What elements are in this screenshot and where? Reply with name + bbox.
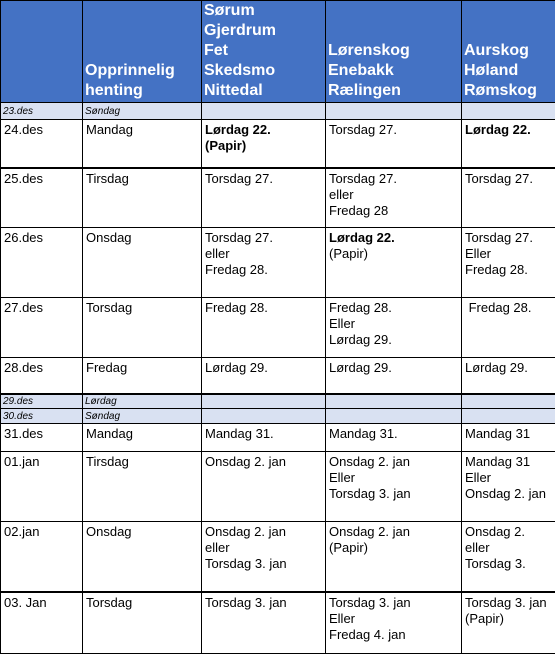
schedule-line: Torsdag 3. jan	[329, 594, 411, 610]
date-cell: 02.jan	[1, 522, 83, 592]
schedule-cell	[202, 394, 326, 409]
header-text: Aurskog	[464, 42, 529, 59]
table-row	[1, 120, 555, 168]
weekday-cell: Søndag	[83, 409, 202, 424]
schedule-cell	[462, 103, 555, 120]
schedule-cell	[462, 592, 555, 654]
weekday-cell: Lørdag	[83, 394, 202, 409]
date-cell: 27.des	[1, 298, 83, 358]
schedule-line: Lørdag 22.	[205, 122, 271, 137]
schedule-cell	[202, 592, 326, 654]
schedule-line: Fredag 28.	[205, 300, 268, 315]
schedule-line: Lørdag 29.	[329, 360, 392, 375]
header-sorum-group	[202, 1, 326, 103]
schedule-line: eller	[205, 246, 230, 261]
table-row	[1, 358, 555, 394]
date-cell: 28.des	[1, 358, 83, 394]
schedule-cell	[326, 228, 462, 298]
schedule-cell	[202, 120, 326, 168]
table-row	[1, 228, 555, 298]
schedule-cell	[202, 358, 326, 394]
schedule-cell	[202, 424, 326, 452]
weekday-cell: Onsdag	[83, 228, 202, 298]
schedule-cell	[462, 168, 555, 228]
schedule-line: Fredag 28.	[205, 262, 268, 277]
header-text: henting	[85, 82, 143, 99]
header-aurskog-group	[462, 1, 555, 103]
date-cell: 25.des	[1, 168, 83, 228]
schedule-cell	[462, 394, 555, 409]
schedule-cell	[462, 358, 555, 394]
schedule-line: Torsdag 3. jan	[205, 556, 287, 571]
schedule-line: Eller	[465, 470, 492, 485]
header-date	[1, 1, 83, 103]
schedule-line: Fredag 28.	[465, 262, 528, 277]
schedule-line: Onsdag 2. jan	[205, 454, 286, 469]
table-row	[1, 452, 555, 522]
weekday-cell: Tirsdag	[83, 452, 202, 522]
schedule-line: Torsdag 3.	[465, 556, 526, 571]
header-text: Nittedal	[204, 82, 263, 99]
header-text: Gjerdrum	[204, 22, 277, 39]
schedule-cell	[202, 522, 326, 592]
header-text: Opprinnelig	[85, 62, 175, 79]
schedule-cell	[202, 409, 326, 424]
schedule-line: Torsdag 27.	[329, 170, 397, 186]
table-row	[1, 298, 555, 358]
date-cell: 31.des	[1, 424, 83, 452]
weekday-cell: Mandag	[83, 424, 202, 452]
table-row	[1, 103, 555, 120]
date-cell: 26.des	[1, 228, 83, 298]
schedule-cell	[462, 120, 555, 168]
schedule-cell	[326, 120, 462, 168]
header-text: Lørenskog	[328, 42, 410, 59]
schedule-line: Lørdag 22.	[465, 122, 531, 137]
schedule-line: Eller	[329, 316, 356, 331]
schedule-cell	[326, 103, 462, 120]
schedule-line: Fredag 28.	[329, 300, 392, 315]
schedule-cell	[326, 522, 462, 592]
schedule-cell	[326, 452, 462, 522]
schedule-line: Onsdag 2. jan	[205, 524, 286, 539]
weekday-cell: Torsdag	[83, 592, 202, 654]
weekday-cell: Torsdag	[83, 298, 202, 358]
schedule-cell	[326, 592, 462, 654]
date-cell: 30.des	[1, 409, 83, 424]
schedule-line: Fredag 28	[329, 202, 389, 218]
schedule-cell	[326, 358, 462, 394]
table-row	[1, 424, 555, 452]
schedule-line: Torsdag 3. jan	[329, 486, 411, 501]
schedule-line: Mandag 31	[465, 454, 531, 469]
date-cell: 29.des	[1, 394, 83, 409]
schedule-cell	[462, 409, 555, 424]
date-cell: 24.des	[1, 120, 83, 168]
schedule-line: Torsdag 27.	[205, 170, 273, 186]
schedule-line: Eller	[329, 470, 356, 485]
schedule-line: Eller	[329, 610, 356, 626]
schedule-line: eller	[205, 540, 230, 555]
weekday-cell: Søndag	[83, 103, 202, 120]
date-cell: 01.jan	[1, 452, 83, 522]
schedule-cell	[462, 298, 555, 358]
schedule-cell	[202, 452, 326, 522]
schedule-line: Torsdag 27.	[465, 230, 533, 245]
weekday-cell: Tirsdag	[83, 168, 202, 228]
schedule-line: Mandag 31.	[329, 426, 398, 441]
table-row	[1, 592, 555, 654]
schedule-line: Onsdag 2. jan	[329, 454, 410, 469]
schedule-line: eller	[465, 540, 490, 555]
schedule-line: Lørdag 29.	[465, 360, 528, 375]
schedule-cell	[326, 394, 462, 409]
schedule-cell	[202, 168, 326, 228]
header-text: Rømskog	[464, 82, 537, 99]
date-cell: 23.des	[1, 103, 83, 120]
schedule-line: Torsdag 3. jan	[205, 594, 287, 610]
header-lorenskog-group	[326, 1, 462, 103]
header-row	[1, 1, 555, 103]
schedule-cell	[202, 298, 326, 358]
schedule-line: (Papir)	[465, 610, 505, 626]
table-row	[1, 394, 555, 409]
schedule-cell	[462, 522, 555, 592]
schedule-line: (Papir)	[205, 138, 247, 153]
schedule-line: Fredag 4. jan	[329, 626, 406, 642]
header-text: Skedsmo	[204, 62, 276, 79]
schedule-cell	[462, 424, 555, 452]
table-row	[1, 409, 555, 424]
schedule-line: Onsdag 2.	[465, 524, 525, 539]
header-text: Rælingen	[328, 82, 401, 99]
weekday-cell: Fredag	[83, 358, 202, 394]
weekday-cell: Mandag	[83, 120, 202, 168]
schedule-cell	[202, 228, 326, 298]
schedule-cell	[326, 409, 462, 424]
schedule-cell	[326, 424, 462, 452]
schedule-cell	[326, 298, 462, 358]
schedule-line: Fredag 28.	[465, 300, 532, 315]
schedule-line: Onsdag 2. jan	[329, 524, 410, 539]
schedule-line: Torsdag 27.	[465, 170, 533, 186]
header-text: Fet	[204, 42, 228, 59]
header-text: Enebakk	[328, 62, 394, 79]
schedule-cell	[462, 452, 555, 522]
schedule-line: Mandag 31.	[205, 426, 274, 441]
header-original-pickup	[83, 1, 202, 103]
schedule-line: Lørdag 29.	[329, 332, 392, 347]
schedule-line: Eller	[465, 246, 492, 261]
table-row	[1, 168, 555, 228]
schedule-cell	[462, 228, 555, 298]
schedule-line: Onsdag 2. jan	[465, 486, 546, 501]
schedule-line: Lørdag 29.	[205, 360, 268, 375]
schedule-cell	[326, 168, 462, 228]
schedule-line: (Papir)	[329, 540, 369, 555]
date-cell: 03. Jan	[1, 592, 83, 654]
schedule-line: (Papir)	[329, 246, 369, 261]
schedule-line: Torsdag 27.	[205, 230, 273, 245]
header-text: Høland	[464, 62, 519, 79]
schedule-cell	[202, 103, 326, 120]
schedule-line: eller	[329, 186, 354, 202]
schedule-line: Mandag 31	[465, 426, 531, 441]
schedule-line: Torsdag 3. jan	[465, 594, 547, 610]
weekday-cell: Onsdag	[83, 522, 202, 592]
schedule-line: Lørdag 22.	[329, 230, 395, 245]
schedule-line: Torsdag 27.	[329, 122, 397, 137]
header-text: Sørum	[204, 2, 255, 19]
table-row	[1, 522, 555, 592]
